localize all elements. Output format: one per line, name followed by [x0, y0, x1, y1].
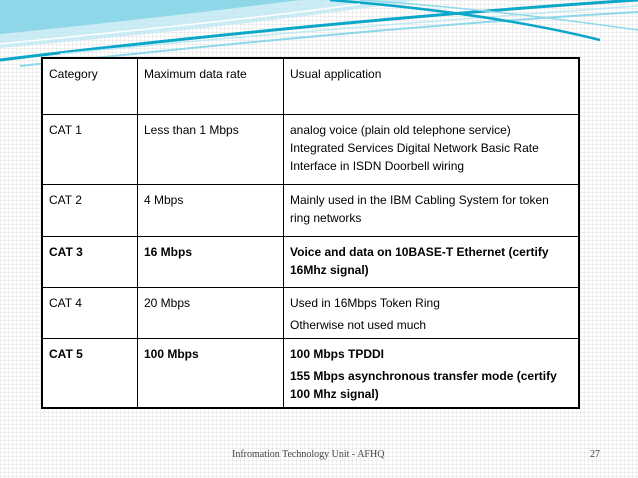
header-usage: Usual application	[284, 58, 580, 114]
cell-usage	[284, 114, 580, 184]
cell-rate: 4 Mbps	[138, 184, 284, 236]
cell-usage	[284, 287, 580, 338]
cell-category: CAT 3	[42, 236, 138, 287]
cell-category: CAT 4	[42, 287, 138, 338]
usage-line: analog voice (plain old telephone service)	[290, 122, 511, 137]
cell-category: CAT 1	[42, 114, 138, 184]
slide-footer	[0, 449, 638, 465]
usage-line: 100 Mhz signal)	[290, 386, 379, 401]
usage-line: Integrated Services Digital Network Basic Rate	[290, 140, 539, 155]
footer-text: Infromation Technology Unit - AFHQ	[232, 449, 385, 460]
usage-line: ring networks	[290, 210, 362, 225]
cell-rate: 16 Mbps	[138, 236, 284, 287]
usage-line: Otherwise not used much	[290, 317, 427, 332]
table-row	[42, 338, 579, 408]
cell-rate: 100 Mbps	[138, 338, 284, 408]
table-row	[42, 287, 579, 338]
table-row	[42, 184, 579, 236]
usage-line: 100 Mbps TPDDI	[290, 346, 385, 361]
cell-usage	[284, 236, 580, 287]
usage-line: Mainly used in the IBM Cabling System for token	[290, 192, 549, 207]
cell-rate: Less than 1 Mbps	[138, 114, 284, 184]
cell-category: CAT 2	[42, 184, 138, 236]
usage-line: 155 Mbps asynchronous transfer mode (certify	[290, 368, 557, 383]
page-number: 27	[590, 449, 600, 460]
table-row	[42, 114, 579, 184]
cable-category-table	[41, 57, 580, 409]
cell-rate: 20 Mbps	[138, 287, 284, 338]
cell-usage	[284, 338, 580, 408]
table-row	[42, 236, 579, 287]
header-category: Category	[42, 58, 138, 114]
usage-line: Interface in ISDN Doorbell wiring	[290, 158, 465, 173]
cell-usage	[284, 184, 580, 236]
usage-line: Voice and data on 10BASE-T Ethernet (certify	[290, 244, 549, 259]
usage-line: 16Mhz signal)	[290, 262, 369, 277]
table-header-row	[42, 58, 579, 114]
header-rate: Maximum data rate	[138, 58, 284, 114]
usage-line: Used in 16Mbps Token Ring	[290, 295, 440, 310]
cell-category: CAT 5	[42, 338, 138, 408]
